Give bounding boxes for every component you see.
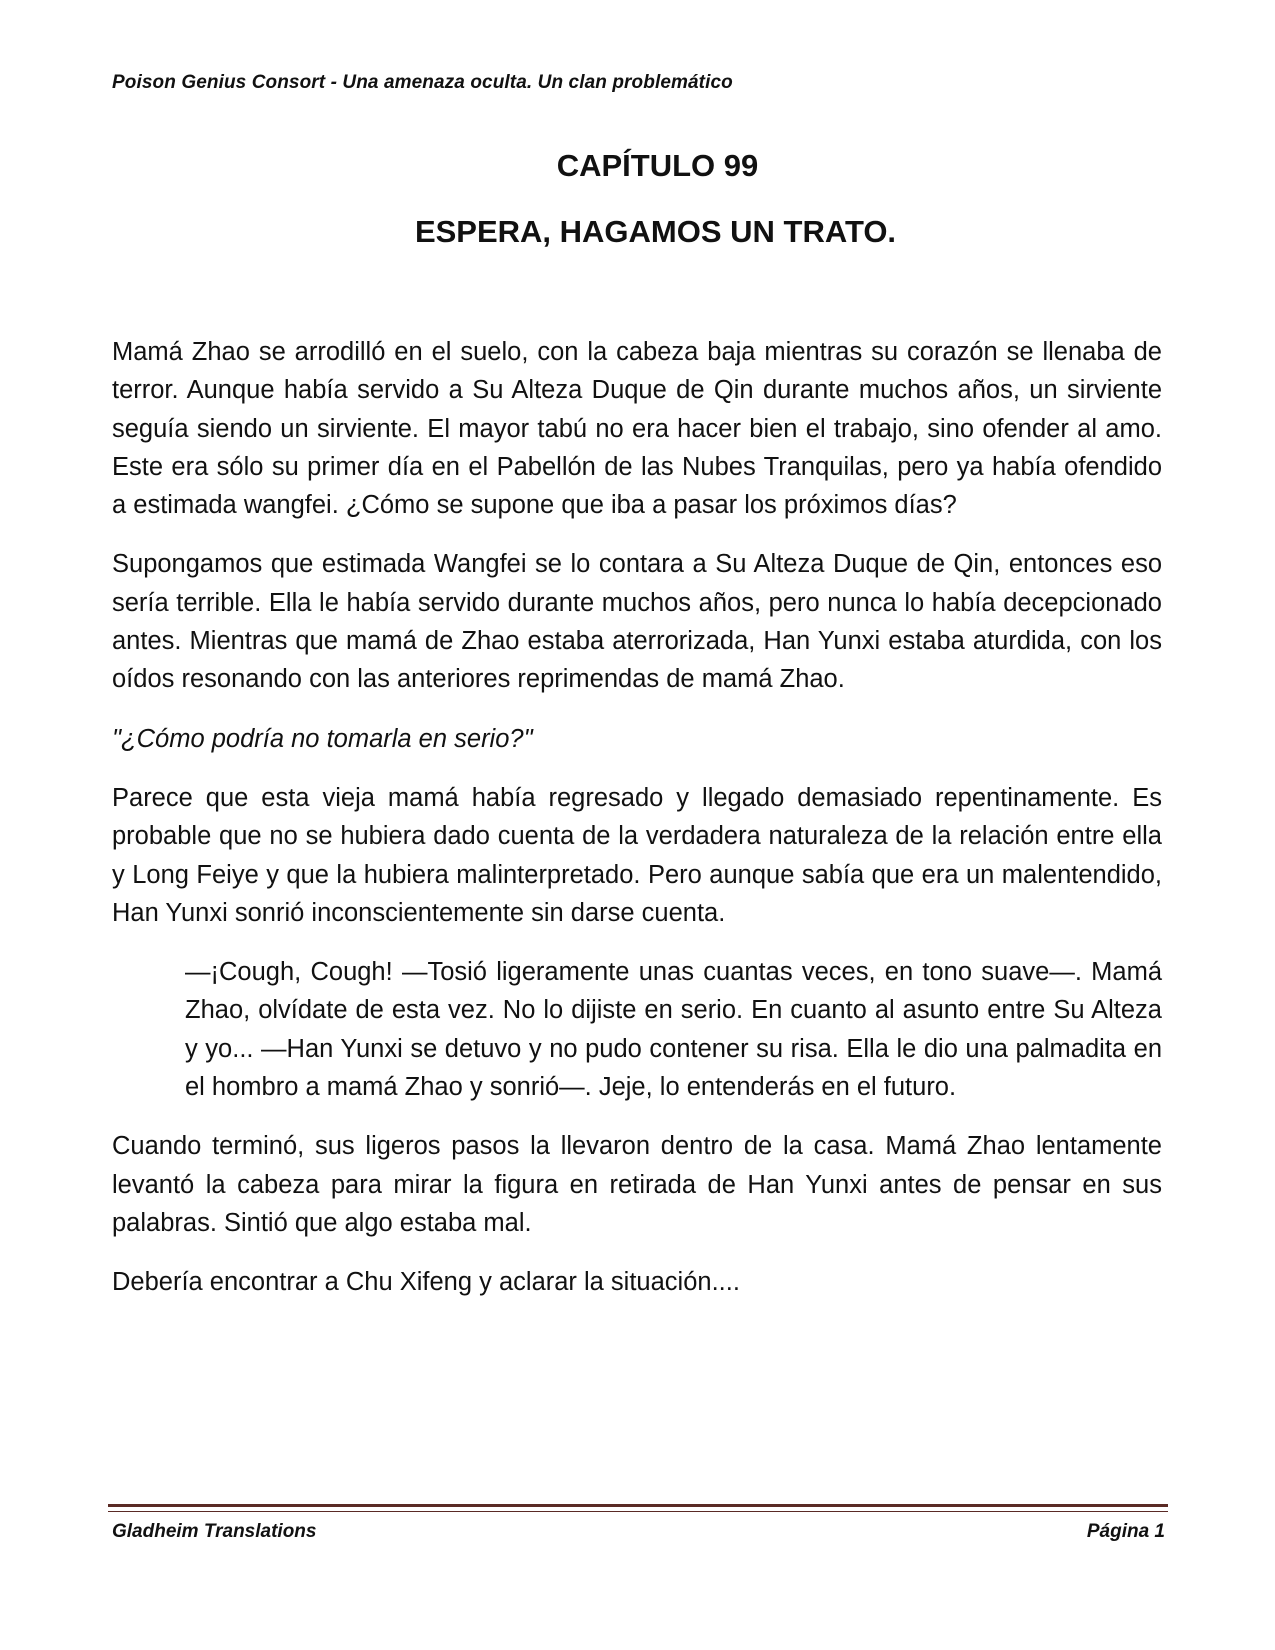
paragraph: Debería encontrar a Chu Xifeng y aclarar la situación.... bbox=[112, 1268, 740, 1297]
quoted-thought: "¿Cómo podría no tomarla en serio?" bbox=[112, 724, 533, 753]
footer-divider-thin bbox=[108, 1511, 1168, 1512]
running-header: Poison Genius Consort - Una amenaza oculta. Un clan problemático bbox=[112, 72, 733, 93]
chapter-title: ESPERA, HAGAMOS UN TRATO. bbox=[414, 214, 897, 249]
page-number: Página 1 bbox=[1086, 1521, 1165, 1542]
footer-credit: Gladheim Translations bbox=[112, 1521, 317, 1542]
paragraph: Cuando terminó, sus ligeros pasos la llevaron dentro de la casa. Mamá Zhao lentamente levantó la cabeza para mirar la figura en retirada de Han Yunxi antes de pensar en sus palabras. Sintió que algo estaba mal. bbox=[112, 1132, 1162, 1237]
paragraph: Supongamos que estimada Wangfei se lo contara a Su Alteza Duque de Qin, entonces eso sería terrible. Ella le había servido durante muchos años, pero nunca lo había decepcionado antes. Mientras que mamá de Zhao estaba aterrorizada, Han Yunxi estaba aturdida, con los oídos resonando con las anteriores reprimendas de mamá Zhao. bbox=[112, 550, 1162, 694]
paragraph: Parece que esta vieja mamá había regresado y llegado demasiado repentinamente. Es probable que no se hubiera dado cuenta de la verdadera naturaleza de la relación entre ella y Long Feiye y que la hubiera malinterpretado. Pero aunque sabía que era un malentendido, Han Yunxi sonrió inconscientemente sin darse cuenta. bbox=[112, 783, 1162, 927]
chapter-number: CAPÍTULO 99 bbox=[556, 148, 759, 183]
paragraph: Mamá Zhao se arrodilló en el suelo, con la cabeza baja mientras su corazón se llenaba de terror. Aunque había servido a Su Alteza Duque de Qin durante muchos años, un sirviente seguía siendo un sirviente. El mayor tabú no era hacer bien el trabajo, sino ofender al amo. Este era sólo su primer día en el Pabellón de las Nubes Tranquilas, pero ya había ofendido a estimada wangfei. ¿Cómo se supone que iba a pasar los próximos días? bbox=[112, 338, 1162, 520]
footer-divider bbox=[108, 1504, 1168, 1507]
dialogue-paragraph: —¡Cough, Cough! —Tosió ligeramente unas cuantas veces, en tono suave—. Mamá Zhao, olvídate de esta vez. No lo dijiste en serio. En cuanto al asunto entre Su Alteza y yo... —Han Yunxi se detuvo y no pudo contener su risa. Ella le dio una palmadita en el hombro a mamá Zhao y sonrió—. Jeje, lo entenderás en el futuro. bbox=[185, 958, 1162, 1102]
chapter-body bbox=[112, 333, 1162, 1323]
